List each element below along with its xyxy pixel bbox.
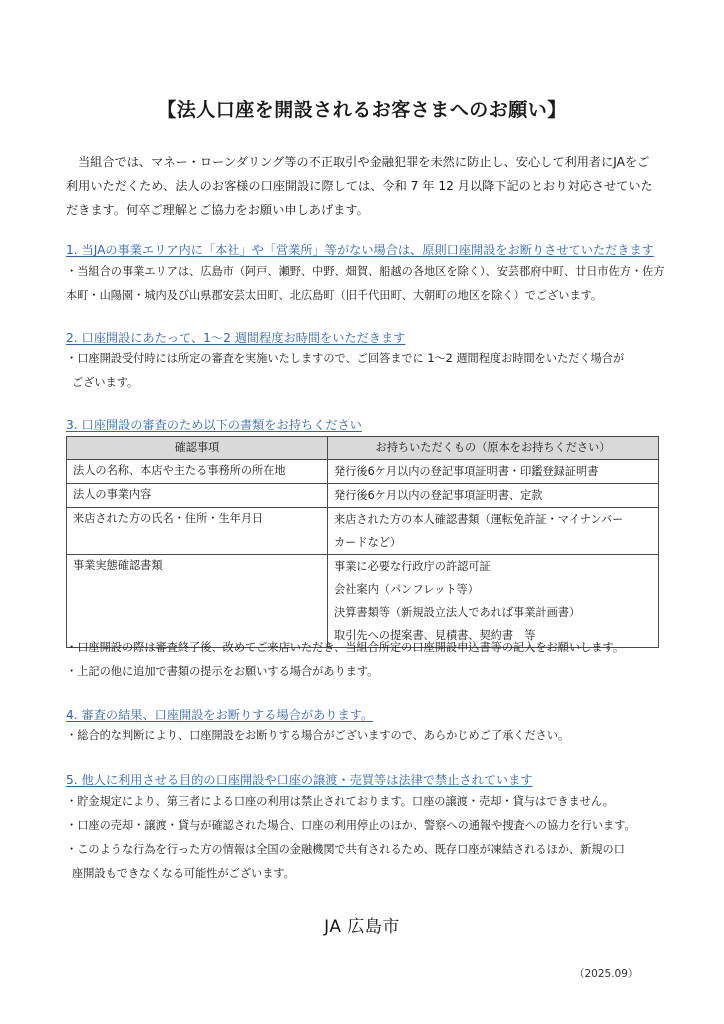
section-2-heading: 2. 口座開設にあたって、1～2 週間程度お時間をいただきます (66, 331, 406, 345)
cell-check-item: 法人の名称、本店や主たる事務所の所在地 (67, 460, 328, 484)
document-line: 取引先への提案書、見積書、契約書 等 (334, 629, 536, 642)
section-5-heading: 5. 他人に利用させる目的の口座開設や口座の譲渡・売買等は法律で禁止されています (66, 773, 533, 787)
cell-documents (328, 555, 659, 648)
document-line: 発行後6ケ月以内の登記事項証明書、定款 (334, 489, 543, 502)
section-3-notes (66, 636, 666, 684)
document-line: 会社案内（パンフレット等） (334, 583, 479, 596)
intro-line: 利用いただくため、法人のお客様の口座開設に際しては、令和 7 年 12 月以降下記のとおり対応させていた (66, 179, 653, 193)
document-line: 事業に必要な行政庁の許認可証 (334, 560, 491, 573)
body-line: ・口座開設の際は審査終了後、改めてご来店いただき、当組合所定の口座開設申込書等の記入をお願いします。 (66, 641, 625, 654)
cell-documents (328, 460, 659, 484)
section-1-heading: 1. 当JAの事業エリア内に「本社」や「営業所」等がない場合は、原則口座開設をお断りさせていただきます (66, 243, 654, 257)
body-line: ・上記の他に追加で書類の提示をお願いする場合があります。 (66, 665, 379, 678)
body-line: ・貯金規定により、第三者による口座の利用は禁止されております。口座の譲渡・売却・貸与はできません。 (66, 795, 614, 808)
section-4-body (66, 724, 666, 748)
document-title: 【法人口座を開設されるお客さまへのお願い】 (157, 99, 567, 121)
column-header-documents: お持ちいただくもの（原本をお持ちください） (328, 437, 659, 460)
body-line: ・口座開設受付時には所定の審査を実施いたしますので、ご回答までに 1～2 週間程度お時間をいただく場合が (66, 352, 625, 365)
cell-check-item: 事業実態確認書類 (67, 555, 328, 648)
document-line: 決算書類等（新規設立法人であれば事業計画書） (334, 606, 581, 619)
section-1-body (66, 260, 666, 308)
body-line: ございます。 (72, 376, 139, 389)
document-date: （2025.09） (574, 968, 639, 980)
body-line: ・このような行為を行った方の情報は全国の金融機関で共有されるため、既存口座が凍結されるほか、新規の口 (66, 843, 625, 856)
section-4-heading: 4. 審査の結果、口座開設をお断りする場合があります。 (66, 708, 374, 722)
cell-check-item: 法人の事業内容 (67, 484, 328, 508)
intro-line: 当組合では、マネー・ローンダリング等の不正取引や金融犯罪を未然に防止し、安心して利用者にJAをご (78, 155, 650, 169)
document-line: 来店された方の本人確認書類（運転免許証・マイナンバー (334, 513, 624, 526)
body-line: 座開設もできなくなる可能性がございます。 (72, 867, 295, 880)
body-line: ・総合的な判断により、口座開設をお断りする場合がございますので、あらかじめご了承ください。 (66, 729, 570, 742)
intro-line: だきます。何卒ご理解とご協力をお願い申しあげます。 (66, 203, 369, 217)
section-2-body (66, 347, 666, 395)
intro-paragraph (66, 150, 666, 222)
body-line: 本町・山陽園・城内及び山県郡安芸太田町、北広島町（旧千代田町、大朝町の地区を除く）でございます。 (66, 289, 603, 302)
required-documents-table (66, 436, 659, 648)
table-row (67, 460, 659, 484)
cell-documents (328, 508, 659, 555)
cell-check-item: 来店された方の氏名・住所・生年月日 (67, 508, 328, 555)
column-header-check-item: 確認事項 (67, 437, 328, 460)
body-line: ・当組合の事業エリアは、広島市（阿戸、瀬野、中野、畑賀、船越の各地区を除く）、安芸郡府中町、廿日市佐方・佐方 (66, 265, 665, 278)
document-line: 発行後6ケ月以内の登記事項証明書・印鑑登録証明書 (334, 465, 599, 478)
cell-documents (328, 484, 659, 508)
organization-name: JA 広島市 (324, 917, 400, 937)
section-3-heading: 3. 口座開設の審査のため以下の書類をお持ちください (66, 418, 362, 432)
table-row (67, 484, 659, 508)
table-row (67, 508, 659, 555)
document-line: カードなど） (334, 536, 402, 549)
body-line: ・口座の売却・譲渡・貸与が確認された場合、口座の利用停止のほか、警察への通報や捜査への協力を行います。 (66, 819, 636, 832)
table-row (67, 555, 659, 648)
table-header-row (67, 437, 659, 460)
section-5-body (66, 790, 666, 886)
